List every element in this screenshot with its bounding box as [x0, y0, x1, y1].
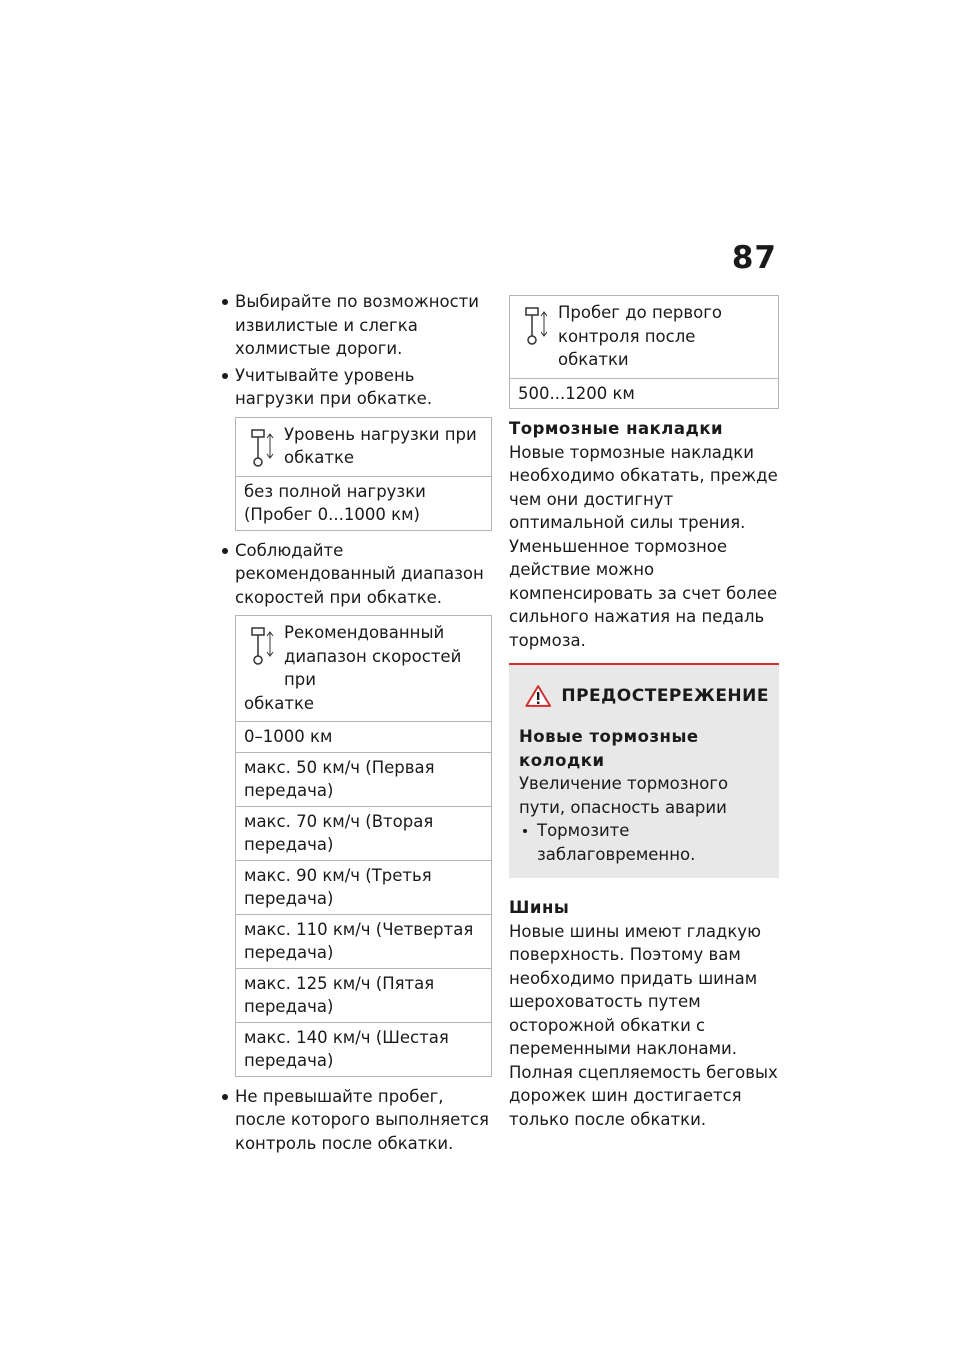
- spec-table-row: макс. 90 км/ч (Третья передача): [236, 861, 491, 915]
- bullet-dot-icon: [523, 829, 527, 833]
- warning-subtitle: Новые тормозные колодки: [519, 727, 699, 770]
- bullet-dot-icon: [222, 548, 228, 554]
- gauge-measure-icon: [522, 306, 550, 346]
- spec-table-title-tail: обкатке: [244, 693, 315, 713]
- page-number: 87: [731, 240, 777, 276]
- spec-table-header: [510, 296, 778, 379]
- spec-table-row: макс. 140 км/ч (Шестая передача): [244, 1027, 449, 1070]
- bullet-text: Выбирайте по возможности извилистые и слегка холмистые дороги.: [235, 292, 479, 358]
- load-spec-table: [235, 417, 492, 531]
- spec-table-title: Рекомендованный диапазон скоростей при: [284, 623, 462, 689]
- spec-table-header: [236, 418, 491, 477]
- spec-table-row: без полной нагрузки (Пробег 0...1000 км): [244, 481, 426, 524]
- bullet-text: Соблюдайте рекомендованный диапазон скоростей при обкатке.: [235, 540, 484, 607]
- brake-pads-text: Новые тормозные накладки необходимо обкатать, прежде чем они достигнут оптимальной силы трения. Уменьшенное тормозное действие можно компенсировать за счет более сильного нажатия на педаль тормоза.: [509, 442, 778, 650]
- warning-header: [519, 679, 769, 713]
- bullet-item: [213, 364, 492, 411]
- warning-title: ПРЕДОСТЕРЕЖЕНИЕ: [561, 686, 769, 706]
- bullet-item: [213, 539, 492, 610]
- bullet-text: Не превышайте пробег, после которого выполняется контроль после обкатки.: [235, 1086, 489, 1153]
- tyres-section: [509, 896, 779, 1131]
- spec-table-row: 500...1200 км: [518, 383, 635, 403]
- right-column: [509, 290, 779, 1131]
- warning-box: [509, 663, 779, 878]
- spec-table-row: макс. 70 км/ч (Вторая передача): [236, 807, 491, 861]
- first-check-spec-table: [509, 295, 779, 409]
- spec-table-title: Пробег до первого контроля после обкатки: [558, 303, 722, 369]
- spec-table-header: [236, 616, 491, 722]
- bullet-dot-icon: [222, 299, 228, 305]
- tyres-heading: Шины: [509, 898, 570, 917]
- warning-triangle-icon: [525, 679, 551, 713]
- spec-table-row: макс. 125 км/ч (Пятая передача): [236, 969, 491, 1023]
- warning-bullet-text: Тормозите заблаговременно.: [537, 821, 696, 864]
- bullet-text: Учитывайте уровень нагрузки при обкатке.: [235, 365, 433, 408]
- spec-table-title: Уровень нагрузки при обкатке: [284, 424, 477, 467]
- bullet-dot-icon: [222, 373, 228, 379]
- speed-spec-table: [235, 615, 492, 1077]
- brake-pads-heading: Тормозные накладки: [509, 419, 724, 438]
- left-column: [213, 290, 492, 1158]
- warning-bullet: [519, 819, 769, 866]
- gauge-measure-icon: [248, 626, 276, 666]
- bullet-item: [213, 290, 492, 361]
- tyres-text: Новые шины имеют гладкую поверхность. Поэтому вам необходимо придать шинам шероховатость путем осторожной обкатки с переменными наклонами. Полная сцепляемость беговых дорожек шин достигается только после обкатки.: [509, 921, 778, 1129]
- spec-table-row: макс. 50 км/ч (Первая передача): [236, 753, 491, 807]
- gauge-measure-icon: [248, 428, 276, 468]
- bullet-item: [213, 1085, 492, 1156]
- bullet-dot-icon: [222, 1094, 228, 1100]
- spec-table-row: 0–1000 км: [236, 722, 491, 753]
- warning-text: Увеличение тормозного пути, опасность аварии: [519, 774, 729, 817]
- spec-table-row: макс. 110 км/ч (Четвертая передача): [236, 915, 491, 969]
